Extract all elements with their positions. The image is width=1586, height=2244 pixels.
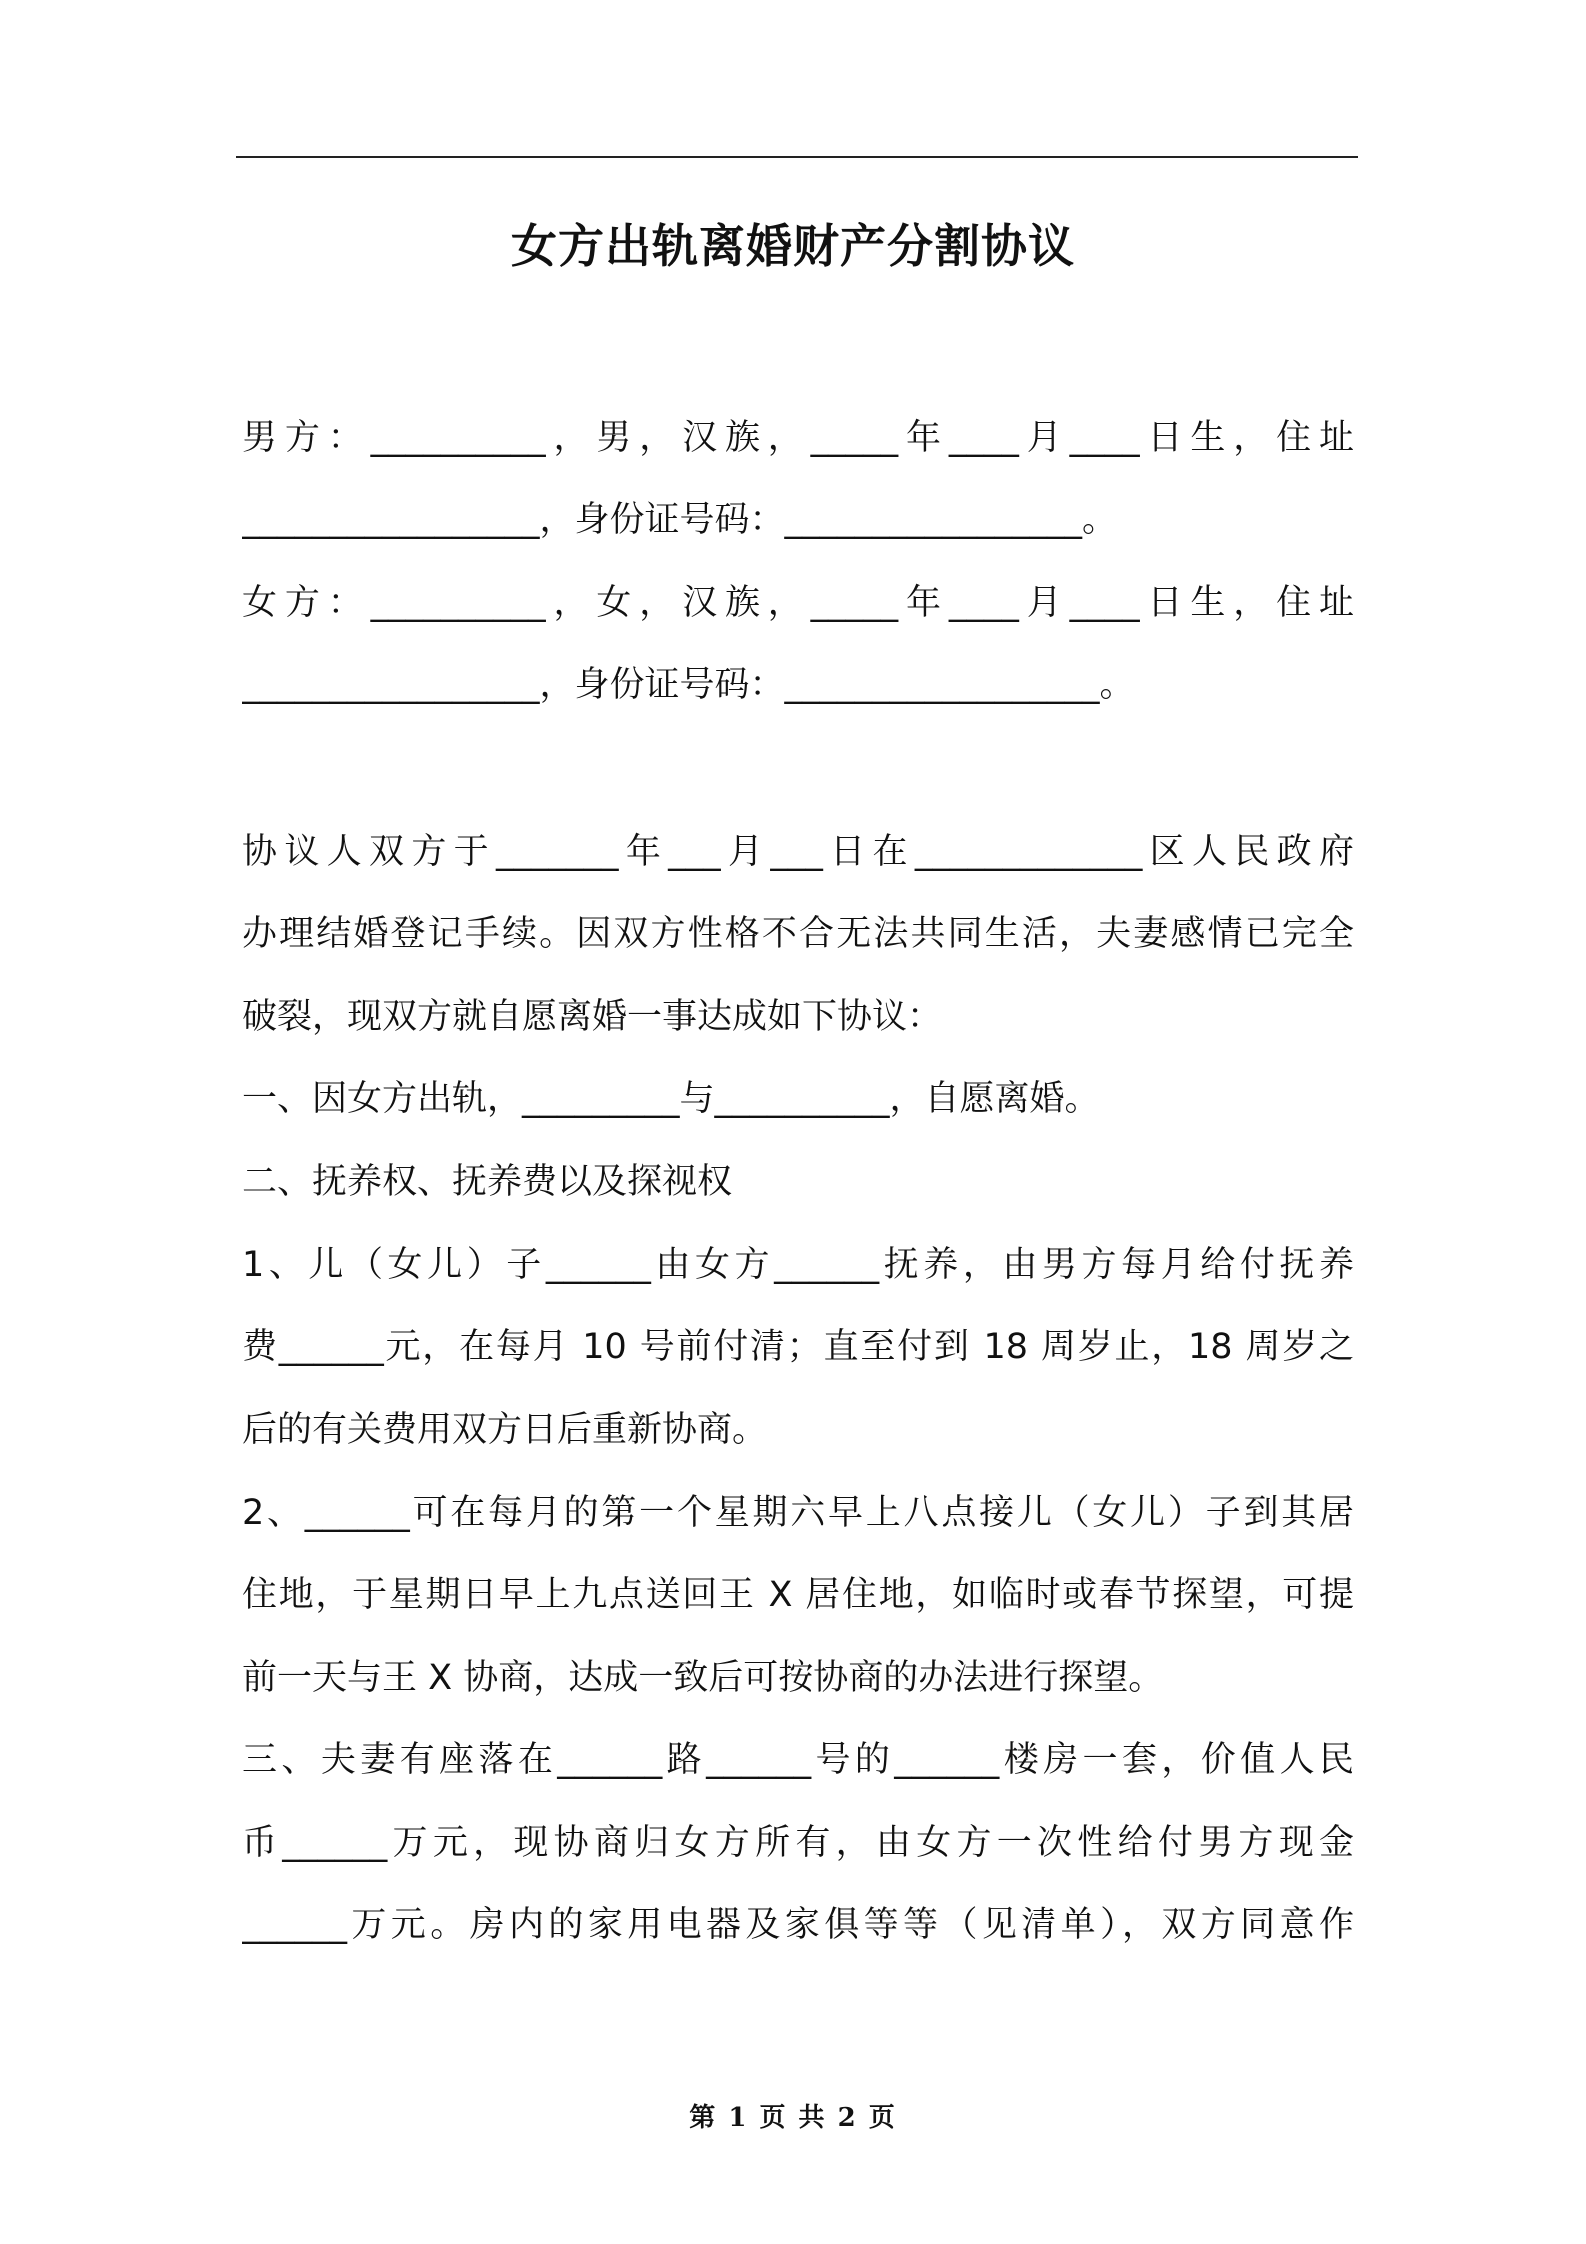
party-female-line-2: _________________，身份证号码：__________________。	[242, 665, 1135, 705]
header-rule	[236, 156, 1358, 158]
party-female-line-1: 女方：__________，女，汉族，_____年____月____日生，住址	[242, 583, 1354, 623]
preamble-line-3: 破裂，现双方就自愿离婚一事达成如下协议：	[242, 997, 943, 1037]
party-male-line-1: 男方：__________，男，汉族，_____年____月____日生，住址	[242, 418, 1354, 458]
clause-3-line-1: 三、夫妻有座落在______路______号的______楼房一套，价值人民	[242, 1740, 1354, 1780]
clause-2-item-2-line-1: 2、______可在每月的第一个星期六早上八点接儿（女儿）子到其居	[242, 1493, 1354, 1533]
clause-2-item-2-line-2: 住地，于星期日早上九点送回王 X 居住地，如临时或春节探望，可提	[242, 1575, 1354, 1615]
page-number-footer: 第 1 页 共 2 页	[689, 2103, 897, 2133]
clause-2-item-1-line-1: 1、儿（女儿）子______由女方______抚养，由男方每月给付抚养	[242, 1245, 1354, 1285]
clause-1: 一、因女方出轨，_________与__________，自愿离婚。	[242, 1079, 1100, 1119]
preamble-line-1: 协议人双方于_______年___月___日在_____________区人民政府	[242, 832, 1354, 872]
clause-2-heading: 二、抚养权、抚养费以及探视权	[242, 1162, 733, 1202]
clause-2-item-1-line-2: 费______元，在每月 10 号前付清；直至付到 18 周岁止，18 周岁之	[242, 1327, 1354, 1367]
clause-2-item-1-line-3: 后的有关费用双方日后重新协商。	[242, 1410, 768, 1450]
preamble-line-2: 办理结婚登记手续。因双方性格不合无法共同生活，夫妻感情已完全	[242, 914, 1354, 954]
clause-3-line-3: ______万元。房内的家用电器及家俱等等（见清单），双方同意作	[242, 1905, 1354, 1945]
party-male-line-2: _________________，身份证号码：_________________。	[242, 500, 1118, 540]
clause-3-line-2: 币______万元，现协商归女方所有，由女方一次性给付男方现金	[242, 1823, 1354, 1863]
clause-2-item-2-line-3: 前一天与王 X 协商，达成一致后可按协商的办法进行探望。	[242, 1658, 1164, 1698]
document-title: 女方出轨离婚财产分割协议	[511, 219, 1075, 273]
